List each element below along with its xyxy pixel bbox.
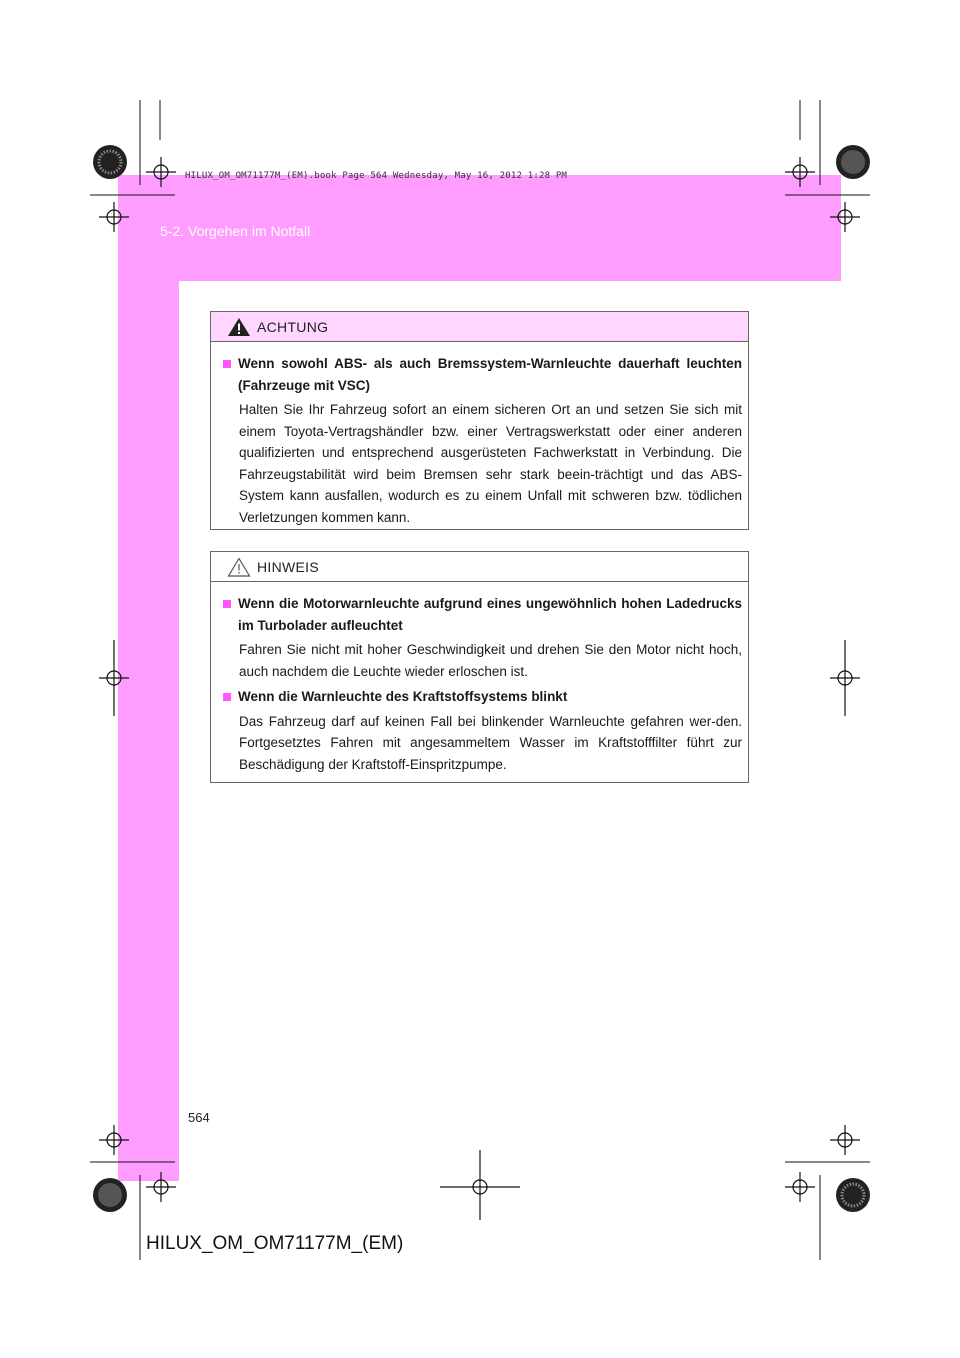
achtung-item-title: Wenn sowohl ABS- als auch Bremssystem-Warnleuchte dauerhaft leuchten (Fahrzeuge mit VSC): [238, 356, 742, 393]
achtung-item-text: Halten Sie Ihr Fahrzeug sofort an einem sicheren Ort an und setzen Sie sich mit einem Toyota-Vertragshändler bzw. einer Vertragswerkstatt oder einer anderen qualifizierten und entsprechend ausgerüsteten Fachwerkstatt in Verbindung. Die Fahrzeugstabilität wird beim Bremsen sehr stark beein-trächtigt und das ABS-System kann ausfallen, wodurch es zu einem Unfall mit schweren bzw. tödlichen Verletzungen kommen kann.: [239, 402, 742, 525]
page-number: 564: [188, 1110, 210, 1125]
hinweis-item-title: Wenn die Motorwarnleuchte aufgrund eines ungewöhnlich hohen Ladedrucks im Turbolader aufleuchtet: [238, 596, 742, 633]
section-title: 5-2. Vorgehen im Notfall: [160, 223, 311, 239]
print-info: HILUX_OM_OM71177M_(EM).book Page 564 Wednesday, May 16, 2012 1:28 PM: [185, 171, 568, 181]
doc-code: HILUX_OM_OM71177M_(EM): [146, 1233, 404, 1254]
hinweis-item-text: Fahren Sie nicht mit hoher Geschwindigkeit und drehen Sie den Motor nicht hoch, auch nachdem die Leuchte wieder erloschen ist.: [239, 642, 742, 679]
starburst-dial-icon: [93, 145, 870, 1212]
hinweis-item-title: Wenn die Warnleuchte des Kraftstoffsystems blinkt: [238, 689, 568, 704]
crosshair-icon: [99, 157, 860, 1220]
achtung-label: ACHTUNG: [257, 318, 329, 335]
hinweis-item-text: Das Fahrzeug darf auf keinen Fall bei blinkender Warnleuchte gefahren wer-den. Fortgesetztes Fahren mit angesammeltem Wasser im Kraftstofffilter führt zur Beschädigung der Kraftstoff-Einspritzpumpe.: [239, 713, 742, 772]
hinweis-label: HINWEIS: [257, 558, 319, 575]
